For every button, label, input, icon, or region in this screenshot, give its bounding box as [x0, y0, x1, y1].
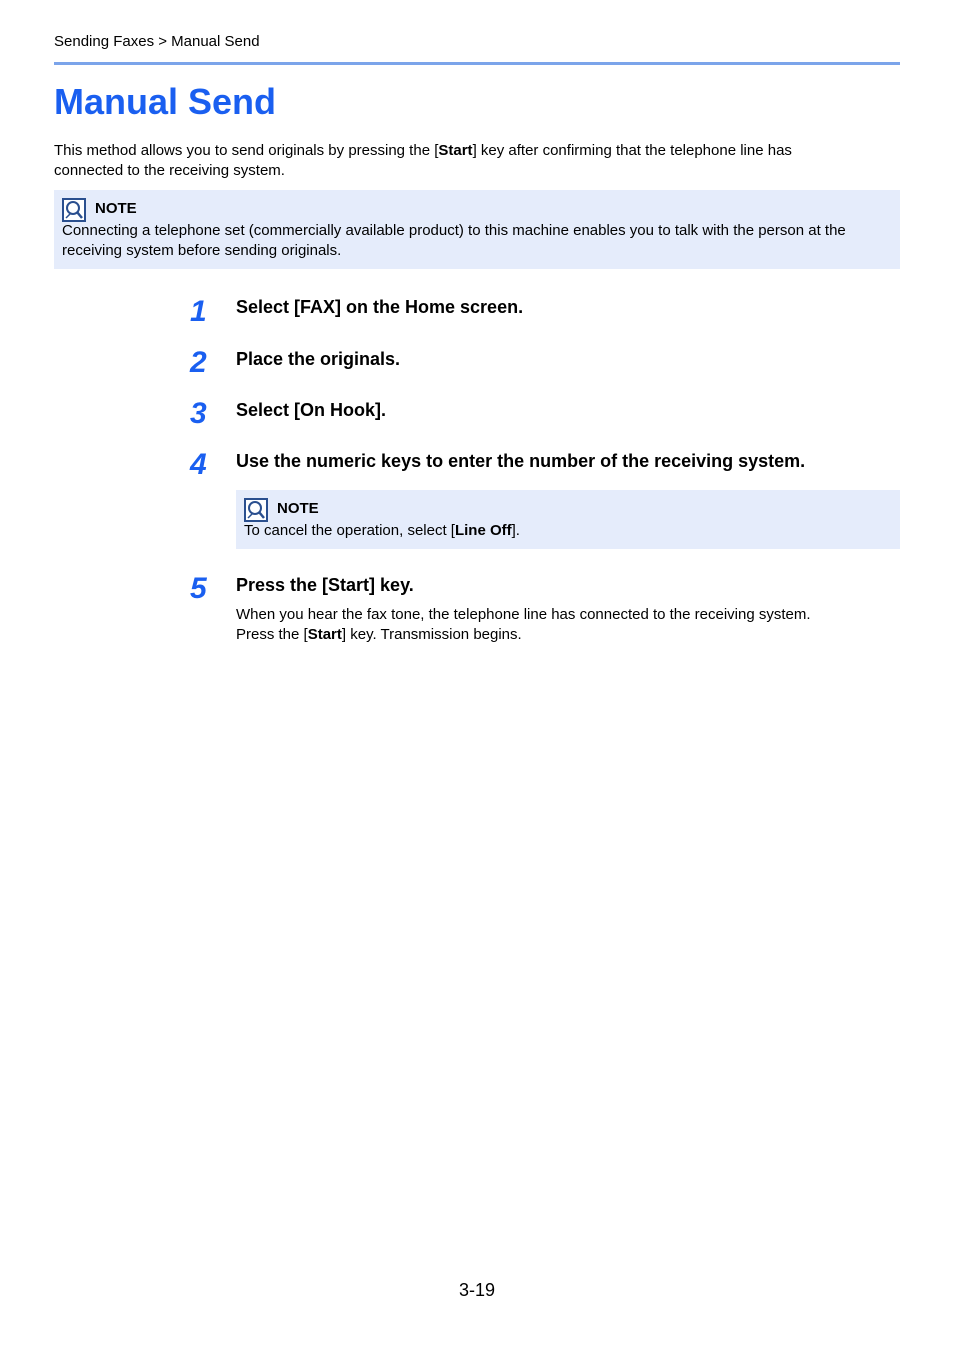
header-rule	[54, 62, 900, 65]
intro-text: This method allows you to send originals by pressing the [	[54, 142, 439, 159]
page-number: 3-19	[458, 1280, 496, 1300]
note-label: NOTE	[95, 200, 137, 217]
step-number: 2	[190, 346, 207, 379]
line-off-key-label: Line Off	[454, 522, 512, 539]
step-description-line: When you hear the fax tone, the telephone line has connected to the receiving system.	[236, 606, 811, 623]
step-text: Use the numeric keys to enter the number of the receiving system.	[236, 451, 806, 471]
note-text: Connecting a telephone set (commercially available product) to this machine enables you to talk with the person at the receiving system before sending originals.	[62, 222, 846, 259]
breadcrumb[interactable]: Sending Faxes > Manual Send	[54, 33, 260, 50]
note-icon	[62, 198, 86, 222]
start-key-label: Start	[438, 142, 473, 159]
note-text-part: ].	[511, 522, 520, 539]
note-icon	[244, 498, 268, 522]
step-description	[236, 605, 896, 645]
step-text: Select [On Hook].	[236, 400, 387, 420]
page-title: Manual Send	[54, 81, 277, 122]
note-box	[236, 490, 900, 549]
intro-text: ] key after confirming that the telephone line has connected to the receiving system.	[54, 142, 792, 179]
note-text-part: To cancel the operation, select [	[244, 522, 455, 539]
step-description-line	[236, 625, 896, 645]
step-description-part: ] key. Transmission begins.	[341, 626, 522, 643]
note-box	[54, 190, 900, 269]
step-text: Place the originals.	[236, 349, 401, 369]
step-number: 3	[190, 397, 207, 430]
step-number: 4	[190, 448, 207, 481]
note-label: NOTE	[277, 500, 319, 517]
step-text: Press the [Start] key.	[236, 575, 414, 595]
note-text	[244, 521, 884, 541]
step-number: 5	[190, 572, 207, 605]
start-key-label: Start	[307, 626, 342, 643]
step-text: Select [FAX] on the Home screen.	[236, 297, 524, 317]
step-description-part: Press the [	[236, 626, 308, 643]
intro-paragraph	[54, 141, 854, 181]
step-number: 1	[190, 295, 207, 328]
